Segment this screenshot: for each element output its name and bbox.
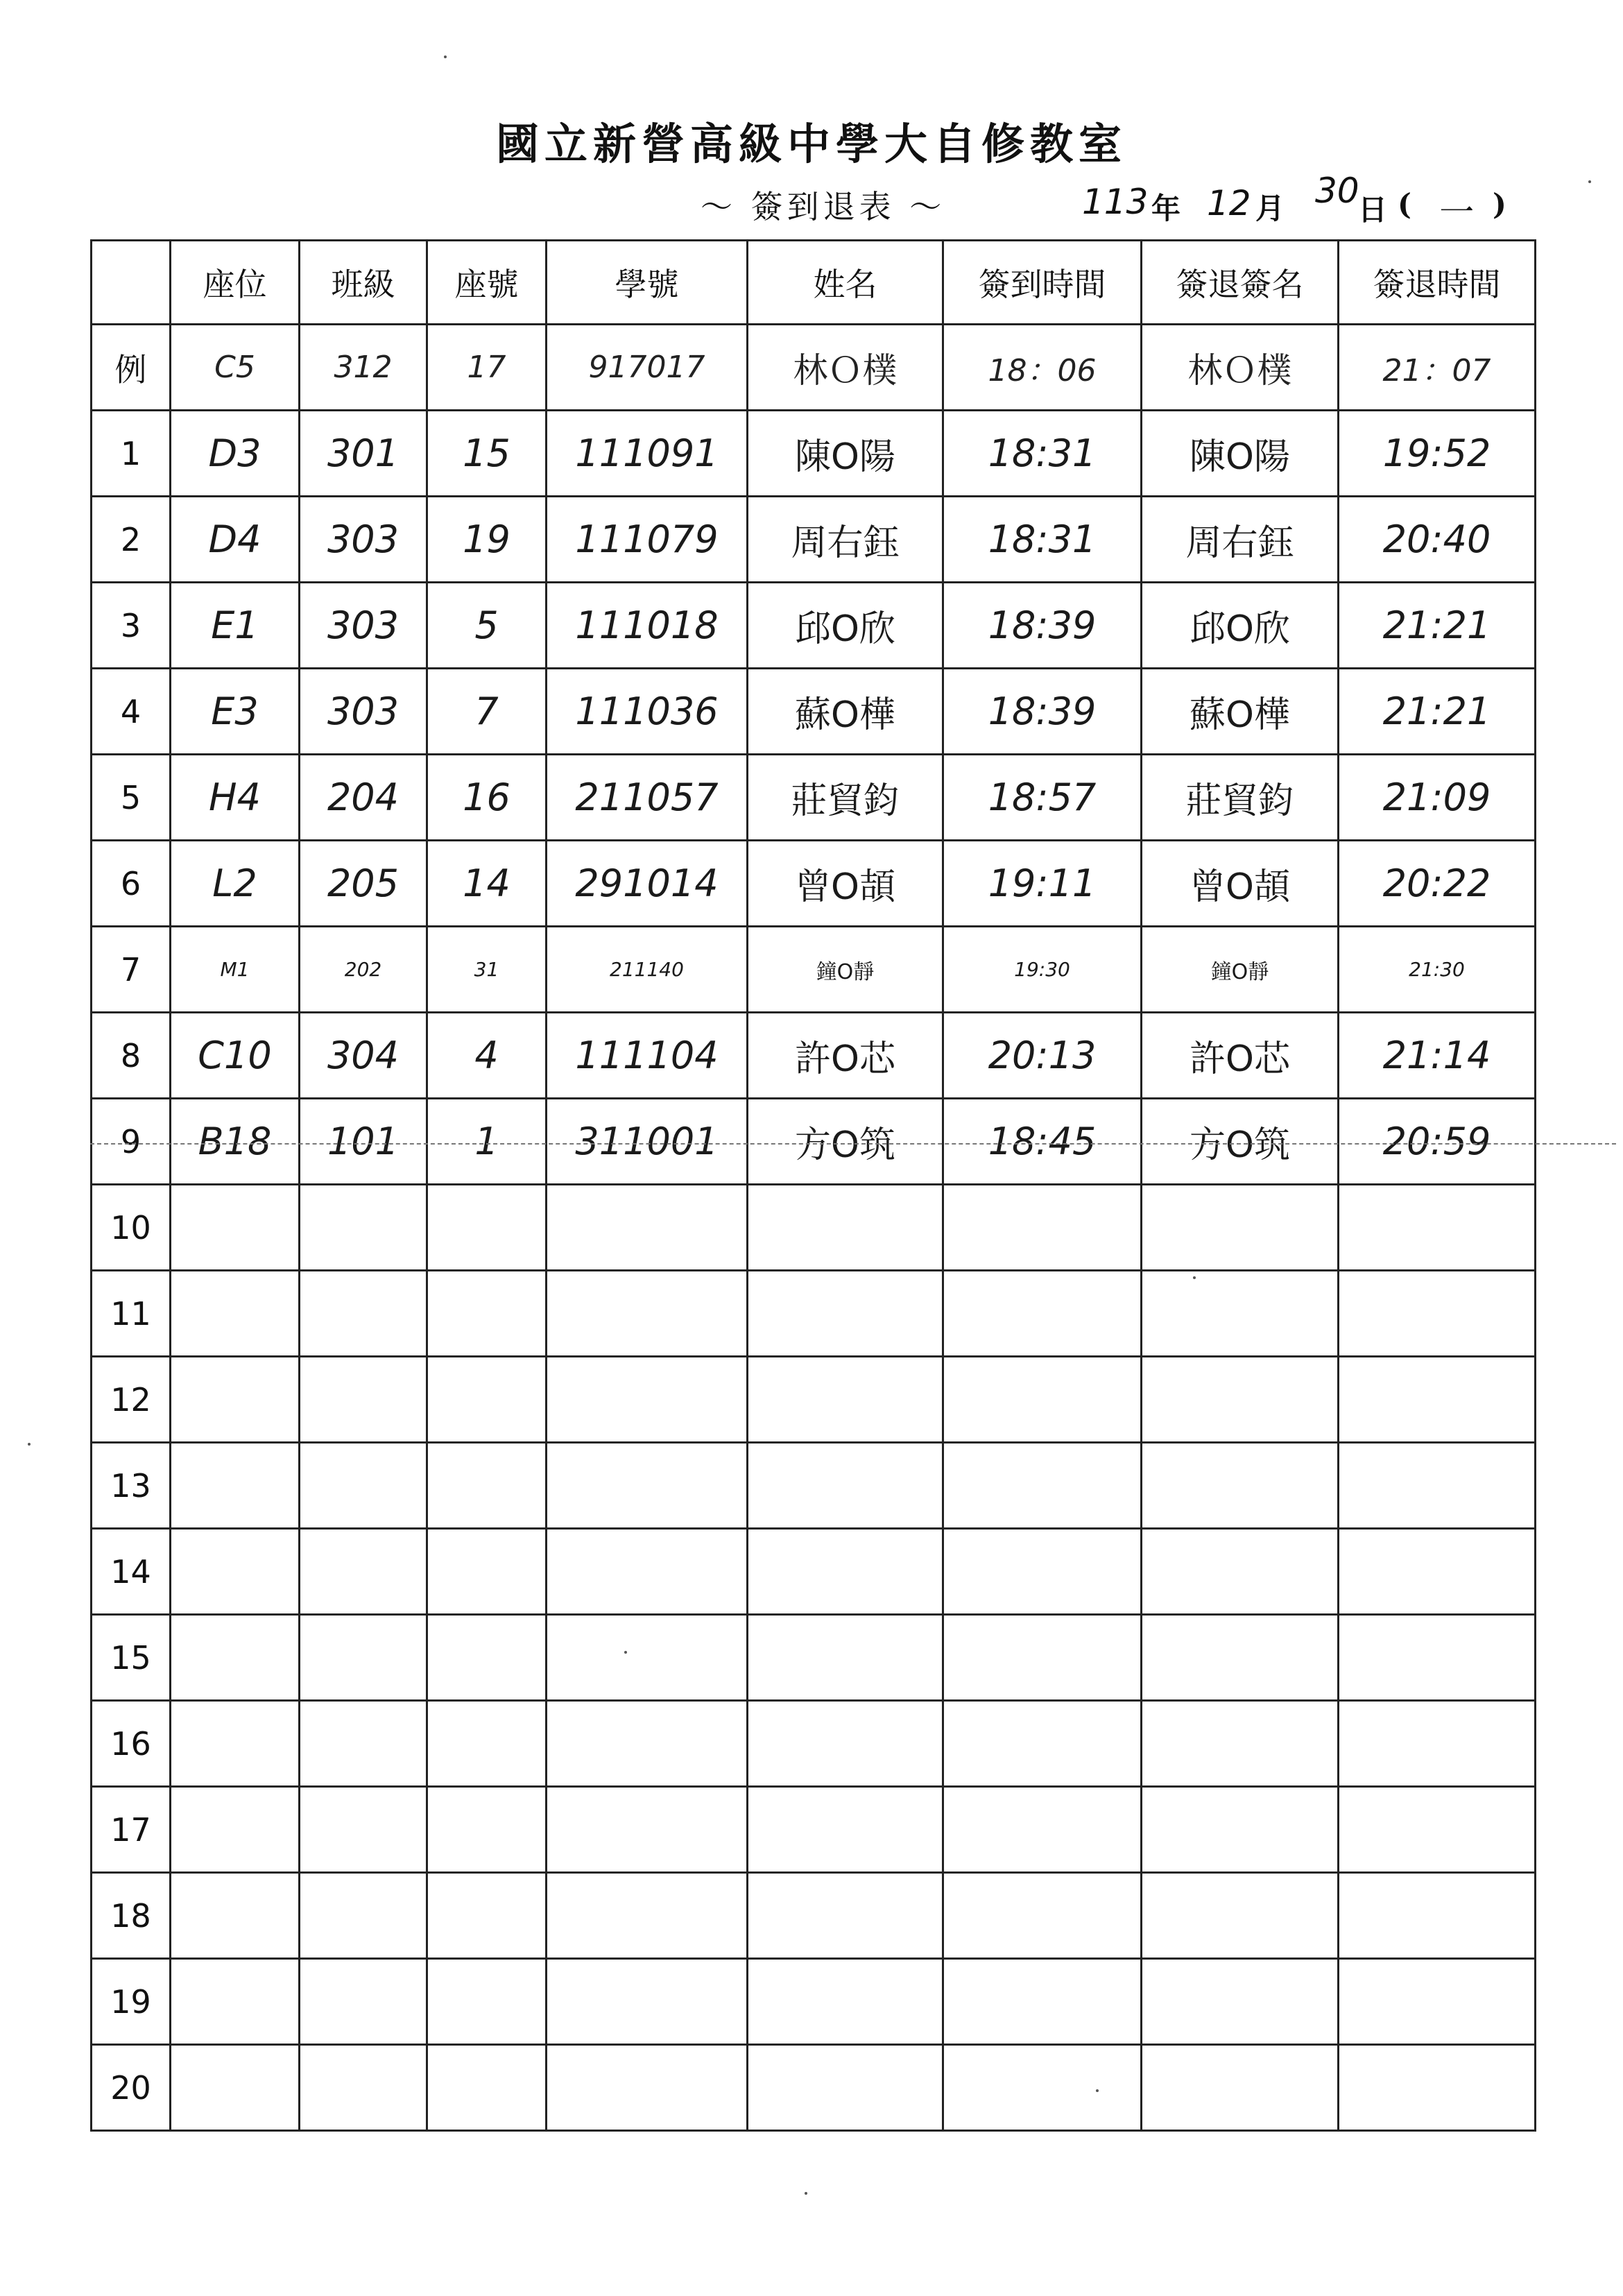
sign-in-time-cell: 18:39 [943,583,1142,669]
sign-in-time-cell: 19:30 [943,927,1142,1013]
example-seat: C5 [171,325,300,411]
example-label: 例 [92,325,171,411]
sign-in-time-cell [943,1959,1142,2045]
sign-in-time-cell [943,1185,1142,1271]
table-row [92,1443,1536,1529]
student-id-cell [547,1443,748,1529]
table-row [92,1615,1536,1701]
sign-in-time-cell: 18:39 [943,669,1142,755]
name-cell [748,1357,943,1443]
class-cell: 304 [300,1013,427,1099]
class-cell [300,1615,427,1701]
seat-number-cell [427,1271,547,1357]
date-day-handwritten: 30 [1315,171,1359,211]
sign-out-signature-cell [1142,1959,1339,2045]
date-year-handwritten: 113 [1082,182,1149,222]
seat-number-cell [427,1529,547,1615]
sign-in-time-cell [943,2045,1142,2131]
student-id-cell [547,1357,748,1443]
seat-cell [171,1787,300,1873]
example-name: 林Ｏ樸 [748,325,943,411]
class-cell: 204 [300,755,427,841]
student-id-cell: 291014 [547,841,748,927]
seat-number-cell [427,1787,547,1873]
row-number-cell: 16 [92,1701,171,1787]
sign-out-time-cell [1339,1443,1536,1529]
seat-cell [171,1357,300,1443]
table-row [92,669,1536,755]
table-row [92,2045,1536,2131]
sign-out-time-cell: 20:59 [1339,1099,1536,1185]
name-cell: 曾O頡 [748,841,943,927]
seat-number-cell: 19 [427,497,547,583]
seat-cell [171,1529,300,1615]
name-cell [748,1443,943,1529]
row-number-cell: 15 [92,1615,171,1701]
name-cell [748,2045,943,2131]
sign-out-time-cell: 20:22 [1339,841,1536,927]
seat-number-cell: 16 [427,755,547,841]
seat-cell [171,1701,300,1787]
seat-cell: D4 [171,497,300,583]
table-row [92,1185,1536,1271]
table-row [92,583,1536,669]
sign-out-signature-cell: 鐘O靜 [1142,927,1339,1013]
date-weekday-close: ) [1493,187,1506,221]
table-row [92,1099,1536,1185]
sign-in-time-cell: 18:31 [943,497,1142,583]
seat-cell: H4 [171,755,300,841]
seat-cell [171,2045,300,2131]
name-cell: 許O芯 [748,1013,943,1099]
row-number-cell: 14 [92,1529,171,1615]
seat-number-cell [427,1443,547,1529]
student-id-cell: 111079 [547,497,748,583]
student-id-cell [547,2045,748,2131]
name-cell [748,1787,943,1873]
sign-in-time-cell [943,1271,1142,1357]
name-cell [748,1271,943,1357]
sign-out-time-cell [1339,1357,1536,1443]
sign-out-signature-cell: 周右鈺 [1142,497,1339,583]
page-title: 國立新營高級中學大自修教室 [495,119,1127,169]
seat-cell: E1 [171,583,300,669]
seat-number-cell [427,1357,547,1443]
name-cell [748,1873,943,1959]
name-cell [748,1959,943,2045]
scan-fold-line [90,1143,1616,1145]
date-month-handwritten: 12 [1207,183,1251,223]
student-id-cell [547,1701,748,1787]
class-cell [300,1787,427,1873]
seat-cell: D3 [171,411,300,497]
row-number-cell: 1 [92,411,171,497]
student-id-cell [547,1529,748,1615]
sign-out-time-cell [1339,1271,1536,1357]
header-cell: 學號 [547,241,748,325]
table-row [92,1013,1536,1099]
seat-number-cell [427,1959,547,2045]
header-cell: 座位 [171,241,300,325]
sign-out-time-cell [1339,1529,1536,1615]
page-subtitle: ～ 簽到退表 ～ [701,188,946,225]
row-number-cell: 11 [92,1271,171,1357]
seat-cell [171,1873,300,1959]
seat-cell: M1 [171,927,300,1013]
class-cell [300,2045,427,2131]
sign-out-time-cell [1339,1701,1536,1787]
name-cell: 鐘O靜 [748,927,943,1013]
sign-in-time-cell [943,1787,1142,1873]
sign-out-signature-cell: 陳O陽 [1142,411,1339,497]
name-cell: 莊貿鈞 [748,755,943,841]
sign-out-time-cell [1339,1185,1536,1271]
row-number-cell: 13 [92,1443,171,1529]
class-cell [300,1529,427,1615]
seat-cell: C10 [171,1013,300,1099]
sign-in-time-cell [943,1873,1142,1959]
sign-in-time-cell [943,1357,1142,1443]
seat-number-cell: 1 [427,1099,547,1185]
sign-in-time-cell [943,1701,1142,1787]
student-id-cell: 111018 [547,583,748,669]
scan-speck [624,1651,627,1654]
seat-number-cell: 14 [427,841,547,927]
table-row [92,1701,1536,1787]
table-row [92,927,1536,1013]
sign-out-signature-cell: 邱O欣 [1142,583,1339,669]
name-cell [748,1615,943,1701]
class-cell [300,1959,427,2045]
row-number-cell: 19 [92,1959,171,2045]
seat-cell [171,1443,300,1529]
seat-number-cell: 7 [427,669,547,755]
sign-out-time-cell [1339,1873,1536,1959]
seat-number-cell: 15 [427,411,547,497]
seat-cell [171,1271,300,1357]
seat-number-cell [427,1615,547,1701]
table-row [92,755,1536,841]
sign-in-time-cell: 18:45 [943,1099,1142,1185]
row-number-cell: 8 [92,1013,171,1099]
class-cell: 303 [300,497,427,583]
date-day-label: 日 [1358,193,1388,227]
table-row [92,1357,1536,1443]
table-row [92,1959,1536,2045]
name-cell: 陳O陽 [748,411,943,497]
student-id-cell: 211057 [547,755,748,841]
name-cell: 周右鈺 [748,497,943,583]
sign-in-time-cell: 18:57 [943,755,1142,841]
date-weekday-open: ( [1398,187,1411,221]
header-cell: 座號 [427,241,547,325]
sign-out-signature-cell: 曾O頡 [1142,841,1339,927]
sign-out-signature-cell: 莊貿鈞 [1142,755,1339,841]
scan-speck [1096,2089,1099,2092]
sign-out-time-cell: 21:14 [1339,1013,1536,1099]
sign-out-signature-cell [1142,1873,1339,1959]
student-id-cell: 311001 [547,1099,748,1185]
sign-in-time-cell [943,1615,1142,1701]
sign-out-signature-cell: 蘇O樺 [1142,669,1339,755]
date-year-label: 年 [1151,191,1181,225]
sign-out-signature-cell [1142,2045,1339,2131]
example-number: 17 [427,325,547,411]
row-number-cell: 12 [92,1357,171,1443]
class-cell: 303 [300,669,427,755]
seat-number-cell: 31 [427,927,547,1013]
row-number-cell: 6 [92,841,171,927]
scan-speck [28,1443,31,1446]
sign-out-signature-cell: 方O筑 [1142,1099,1339,1185]
scan-speck [1193,1276,1196,1279]
seat-cell [171,1185,300,1271]
student-id-cell [547,1615,748,1701]
seat-number-cell [427,2045,547,2131]
sign-out-time-cell [1339,1959,1536,2045]
row-number-cell: 10 [92,1185,171,1271]
sign-out-signature-cell [1142,1615,1339,1701]
header-row [92,241,1536,325]
seat-number-cell: 5 [427,583,547,669]
class-cell: 101 [300,1099,427,1185]
example-sign-out-time: 21：07 [1339,325,1536,411]
name-cell: 邱O欣 [748,583,943,669]
seat-number-cell [427,1701,547,1787]
sign-out-signature-cell [1142,1701,1339,1787]
example-sign-out-signature: 林Ｏ樸 [1142,325,1339,411]
sign-in-time-cell: 20:13 [943,1013,1142,1099]
sign-out-signature-cell [1142,1357,1339,1443]
seat-cell: L2 [171,841,300,927]
example-class: 312 [300,325,427,411]
student-id-cell: 111036 [547,669,748,755]
example-sign-in-time: 18：06 [943,325,1142,411]
header-cell [92,241,171,325]
seat-number-cell: 4 [427,1013,547,1099]
student-id-cell: 111091 [547,411,748,497]
sign-out-signature-cell [1142,1529,1339,1615]
seat-cell: E3 [171,669,300,755]
row-number-cell: 18 [92,1873,171,1959]
date-line [1082,173,1526,236]
class-cell [300,1873,427,1959]
table-row [92,841,1536,927]
name-cell [748,1529,943,1615]
class-cell: 303 [300,583,427,669]
class-cell [300,1443,427,1529]
header-cell: 簽退時間 [1339,241,1536,325]
student-id-cell [547,1271,748,1357]
sign-out-time-cell: 21:21 [1339,669,1536,755]
sign-in-time-cell: 19:11 [943,841,1142,927]
row-number-cell: 17 [92,1787,171,1873]
row-number-cell: 5 [92,755,171,841]
date-weekday-handwritten: 一 [1436,192,1470,232]
sign-out-signature-cell: 許O芯 [1142,1013,1339,1099]
row-number-cell: 2 [92,497,171,583]
header-cell: 簽到時間 [943,241,1142,325]
example-row [92,325,1536,411]
table-row [92,411,1536,497]
seat-cell: B18 [171,1099,300,1185]
table-row [92,1787,1536,1873]
sign-in-time-cell [943,1443,1142,1529]
sign-in-time-cell: 18:31 [943,411,1142,497]
sign-out-time-cell [1339,1787,1536,1873]
scan-speck [805,2192,807,2195]
sign-out-signature-cell [1142,1271,1339,1357]
header-cell: 班級 [300,241,427,325]
name-cell [748,1185,943,1271]
example-student-id: 917017 [547,325,748,411]
sign-out-time-cell [1339,2045,1536,2131]
name-cell [748,1701,943,1787]
class-cell [300,1271,427,1357]
table-row [92,1271,1536,1357]
seat-number-cell [427,1873,547,1959]
header-cell: 姓名 [748,241,943,325]
sign-out-time-cell: 20:40 [1339,497,1536,583]
sign-out-time-cell: 21:09 [1339,755,1536,841]
class-cell [300,1185,427,1271]
class-cell: 301 [300,411,427,497]
seat-number-cell [427,1185,547,1271]
row-number-cell: 7 [92,927,171,1013]
seat-cell [171,1615,300,1701]
name-cell: 蘇O樺 [748,669,943,755]
sign-in-time-cell [943,1529,1142,1615]
sign-out-signature-cell [1142,1443,1339,1529]
class-cell: 202 [300,927,427,1013]
class-cell [300,1357,427,1443]
row-number-cell: 4 [92,669,171,755]
scan-speck [1588,180,1591,183]
seat-cell [171,1959,300,2045]
student-id-cell: 211140 [547,927,748,1013]
sign-out-time-cell: 21:21 [1339,583,1536,669]
scan-speck [444,55,447,58]
student-id-cell [547,1787,748,1873]
sign-out-time-cell: 21:30 [1339,927,1536,1013]
name-cell: 方O筑 [748,1099,943,1185]
table-row [92,497,1536,583]
header-cell: 簽退簽名 [1142,241,1339,325]
sign-out-time-cell [1339,1615,1536,1701]
student-id-cell [547,1185,748,1271]
student-id-cell: 111104 [547,1013,748,1099]
student-id-cell [547,1959,748,2045]
row-number-cell: 9 [92,1099,171,1185]
sign-out-time-cell: 19:52 [1339,411,1536,497]
table-row [92,1529,1536,1615]
row-number-cell: 20 [92,2045,171,2131]
table-row [92,1873,1536,1959]
class-cell: 205 [300,841,427,927]
sign-in-out-table [90,239,1536,2132]
row-number-cell: 3 [92,583,171,669]
sign-out-signature-cell [1142,1787,1339,1873]
student-id-cell [547,1873,748,1959]
date-month-label: 月 [1255,191,1285,225]
class-cell [300,1701,427,1787]
sign-out-signature-cell [1142,1185,1339,1271]
